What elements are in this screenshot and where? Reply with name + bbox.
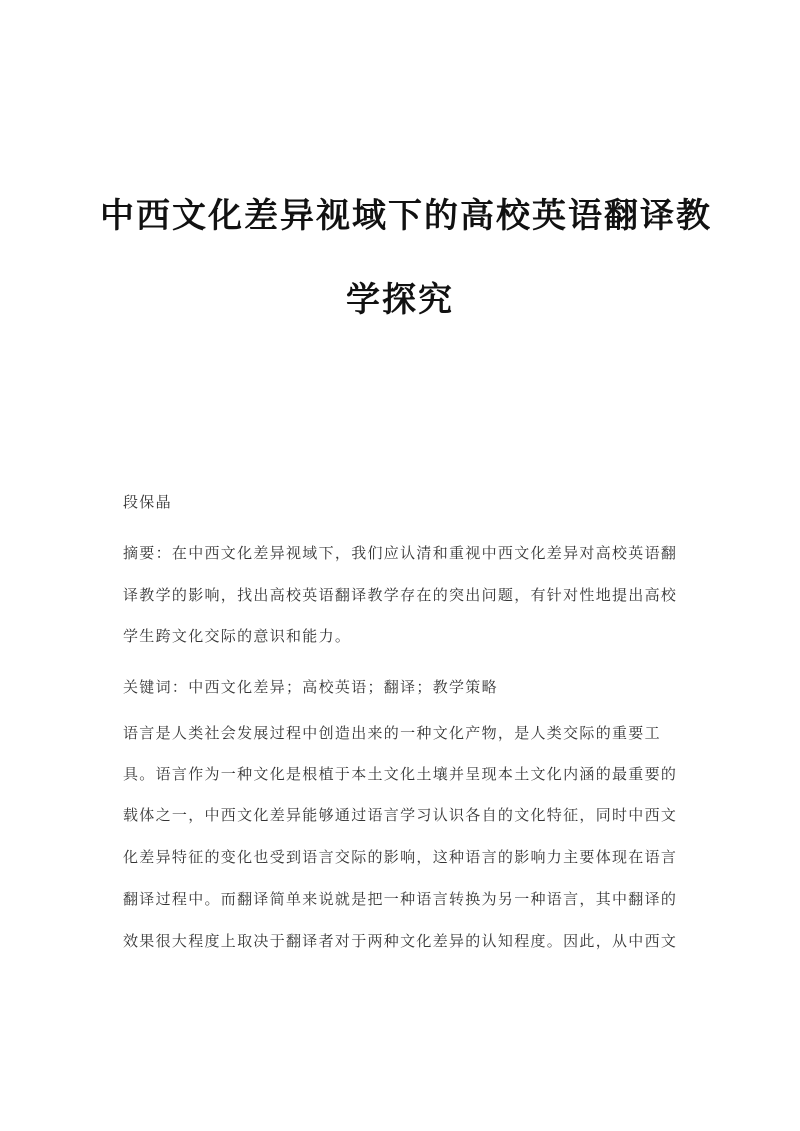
body-line-6: 效果很大程度上取决于翻译者对于两种文化差异的认知程度。因此，从中西文: [123, 932, 678, 950]
body-line-1: 语言是人类社会发展过程中创造出来的一种文化产物，是人类交际的重要工: [123, 724, 661, 742]
keywords-line: 关键词：中西文化差异；高校英语；翻译；教学策略: [123, 678, 498, 696]
document-title-line-1: 中西文化差异视域下的高校英语翻译教: [100, 196, 712, 236]
abstract-line-3: 学生跨文化交际的意识和能力。: [123, 627, 352, 645]
document-title-line-2: 学探究: [346, 280, 454, 320]
abstract-line-2: 译教学的影响，找出高校英语翻译教学存在的突出问题，有针对性地提出高校: [123, 586, 678, 604]
body-line-4: 化差异特征的变化也受到语言交际的影响，这种语言的影响力主要体现在语言: [123, 848, 678, 866]
body-line-3: 载体之一，中西文化差异能够通过语言学习认识各自的文化特征，同时中西文: [123, 806, 678, 824]
body-line-5: 翻译过程中。而翻译简单来说就是把一种语言转换为另一种语言，其中翻译的: [123, 890, 678, 908]
abstract-line-1: 摘要：在中西文化差异视域下，我们应认清和重视中西文化差异对高校英语翻: [123, 544, 678, 562]
body-line-2: 具。语言作为一种文化是根植于本土文化土壤并呈现本土文化内涵的最重要的: [123, 765, 678, 783]
author-name: 段保晶: [123, 493, 172, 511]
